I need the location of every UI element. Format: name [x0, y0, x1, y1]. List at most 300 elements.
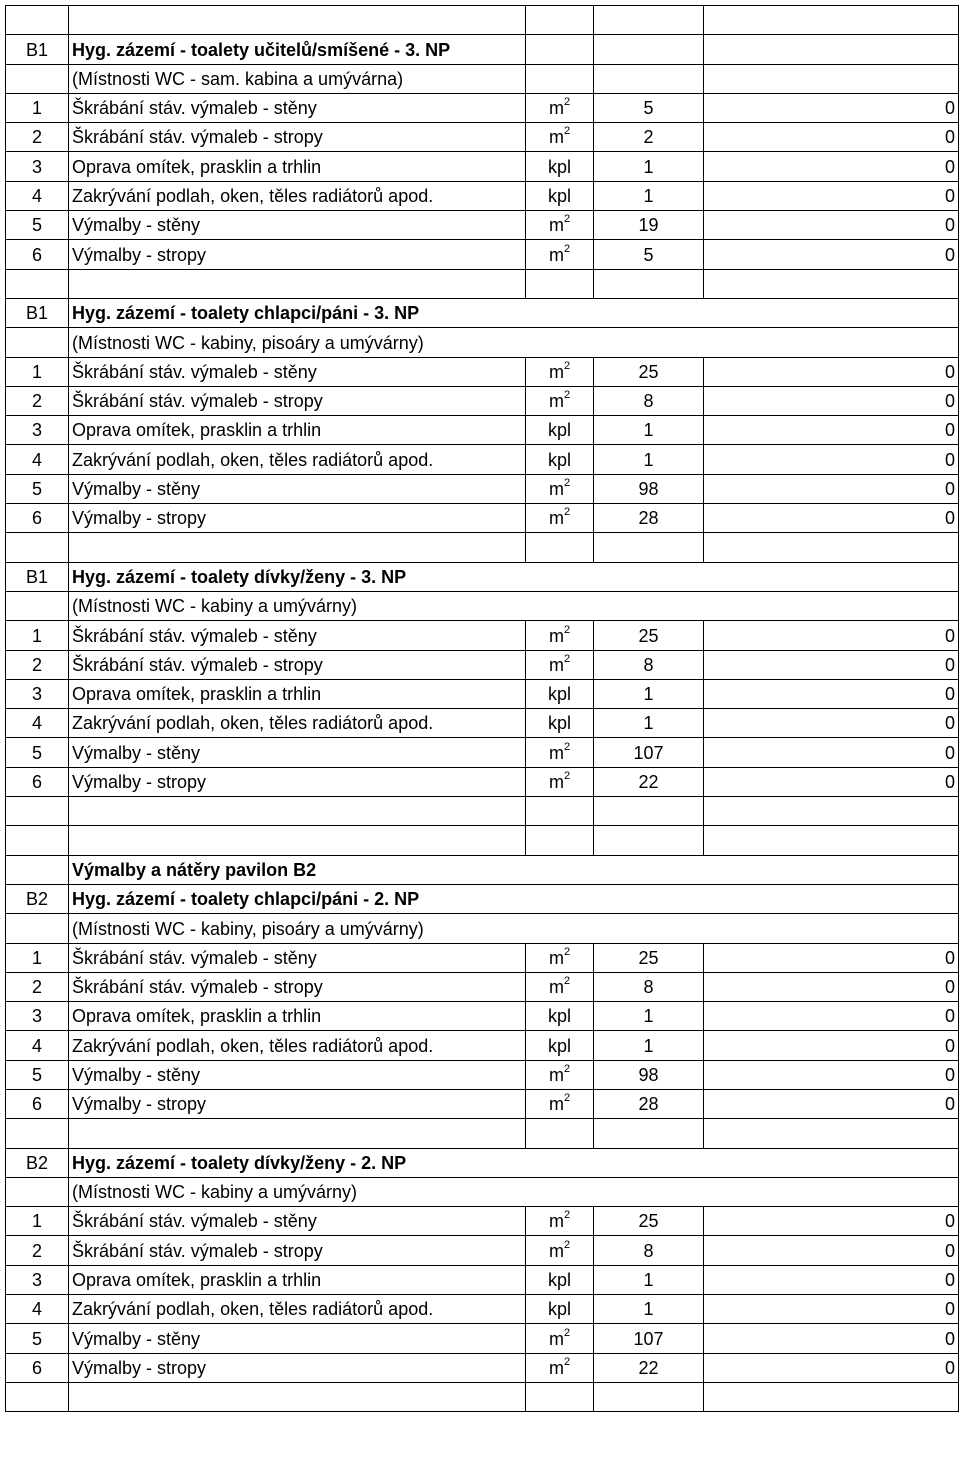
empty-cell [704, 269, 959, 298]
unit-text: kpl [547, 156, 571, 177]
unit-exponent: 2 [563, 506, 571, 519]
item-total: 0 [704, 1295, 959, 1324]
item-total: 0 [704, 709, 959, 738]
unit-exponent: 2 [563, 770, 571, 783]
section-subtitle: (Místnosti WC - kabiny a umývárny) [69, 591, 959, 620]
unit-text: kpl [547, 684, 571, 705]
item-number: 6 [6, 767, 69, 796]
item-description: Škrábání stáv. výmaleb - stěny [69, 357, 526, 386]
empty-cell [526, 64, 594, 93]
section-code: B1 [6, 35, 69, 64]
item-description: Výmalby - stěny [69, 1324, 526, 1353]
empty-cell [594, 64, 704, 93]
item-number: 6 [6, 504, 69, 533]
item-number: 5 [6, 211, 69, 240]
section-title-row [6, 884, 959, 913]
item-row [6, 504, 959, 533]
unit-exponent: 2 [563, 1355, 571, 1368]
item-unit [526, 738, 594, 767]
section-subtitle: (Místnosti WC - sam. kabina a umývárna) [69, 64, 526, 93]
unit-text: m [548, 947, 564, 968]
item-description: Oprava omítek, prasklin a trhlin [69, 1265, 526, 1294]
item-unit [526, 972, 594, 1001]
item-total: 0 [704, 386, 959, 415]
item-unit [526, 1089, 594, 1118]
item-total: 0 [704, 93, 959, 122]
unit-text: m [548, 654, 564, 675]
item-description: Výmalby - stěny [69, 474, 526, 503]
empty-cell [526, 1382, 594, 1411]
item-description: Škrábání stáv. výmaleb - stěny [69, 943, 526, 972]
item-row [6, 621, 959, 650]
pavilion-heading-row [6, 855, 959, 884]
item-description: Výmalby - stěny [69, 211, 526, 240]
unit-text: m [548, 625, 564, 646]
item-row [6, 738, 959, 767]
unit-text: m [548, 977, 564, 998]
empty-cell [594, 1382, 704, 1411]
blank-row [6, 797, 959, 826]
section-subtitle-row [6, 64, 959, 93]
item-unit [526, 650, 594, 679]
item-quantity: 25 [594, 357, 704, 386]
section-subtitle-row [6, 914, 959, 943]
item-unit [526, 1207, 594, 1236]
empty-cell [526, 533, 594, 562]
item-quantity: 1 [594, 1031, 704, 1060]
blank-row [6, 269, 959, 298]
empty-cell [6, 6, 69, 35]
item-description: Výmalby - stěny [69, 738, 526, 767]
item-row [6, 679, 959, 708]
item-unit [526, 1236, 594, 1265]
item-number: 2 [6, 1236, 69, 1265]
item-row [6, 1207, 959, 1236]
item-number: 4 [6, 181, 69, 210]
item-unit [526, 709, 594, 738]
unit-text: kpl [547, 449, 571, 470]
item-unit [526, 767, 594, 796]
empty-cell [704, 826, 959, 855]
item-description: Oprava omítek, prasklin a trhlin [69, 679, 526, 708]
item-row [6, 650, 959, 679]
section-subtitle-row [6, 328, 959, 357]
empty-cell [594, 1119, 704, 1148]
item-unit [526, 1031, 594, 1060]
unit-text: m [548, 1211, 564, 1232]
empty-cell [6, 1177, 69, 1206]
unit-text: kpl [547, 420, 571, 441]
unit-exponent: 2 [563, 1238, 571, 1251]
empty-cell [704, 64, 959, 93]
budget-table [5, 5, 959, 1412]
empty-cell [704, 6, 959, 35]
empty-cell [6, 1382, 69, 1411]
item-unit [526, 93, 594, 122]
section-title-row [6, 298, 959, 327]
item-total: 0 [704, 1265, 959, 1294]
item-row [6, 93, 959, 122]
item-description: Oprava omítek, prasklin a trhlin [69, 152, 526, 181]
unit-text: kpl [547, 1035, 571, 1056]
item-total: 0 [704, 621, 959, 650]
item-number: 1 [6, 357, 69, 386]
section-title-row [6, 1148, 959, 1177]
empty-cell [6, 855, 69, 884]
item-total: 0 [704, 679, 959, 708]
empty-cell [6, 533, 69, 562]
item-description: Výmalby - stropy [69, 1089, 526, 1118]
item-number: 3 [6, 1265, 69, 1294]
empty-cell [594, 35, 704, 64]
item-description: Výmalby - stěny [69, 1060, 526, 1089]
unit-text: m [548, 244, 564, 265]
item-unit [526, 152, 594, 181]
item-description: Výmalby - stropy [69, 504, 526, 533]
item-total: 0 [704, 445, 959, 474]
unit-text: m [548, 772, 564, 793]
item-unit [526, 504, 594, 533]
item-row [6, 972, 959, 1001]
item-total: 0 [704, 972, 959, 1001]
unit-exponent: 2 [563, 1209, 571, 1222]
item-number: 3 [6, 1002, 69, 1031]
item-quantity: 19 [594, 211, 704, 240]
item-unit [526, 679, 594, 708]
unit-exponent: 2 [563, 242, 571, 255]
section-subtitle-row [6, 1177, 959, 1206]
item-number: 6 [6, 1353, 69, 1382]
item-description: Škrábání stáv. výmaleb - stropy [69, 972, 526, 1001]
item-number: 1 [6, 943, 69, 972]
item-description: Škrábání stáv. výmaleb - stropy [69, 123, 526, 152]
section-title: Hyg. zázemí - toalety dívky/ženy - 2. NP [69, 1148, 959, 1177]
empty-cell [6, 914, 69, 943]
item-number: 5 [6, 474, 69, 503]
item-number: 1 [6, 621, 69, 650]
pavilion-heading: Výmalby a nátěry pavilon B2 [69, 855, 959, 884]
empty-cell [526, 269, 594, 298]
unit-text: m [548, 391, 564, 412]
unit-text: m [548, 127, 564, 148]
item-row [6, 445, 959, 474]
empty-cell [69, 1382, 526, 1411]
item-row [6, 240, 959, 269]
unit-text: m [548, 361, 564, 382]
empty-cell [594, 533, 704, 562]
empty-cell [6, 269, 69, 298]
item-unit [526, 357, 594, 386]
item-total: 0 [704, 1031, 959, 1060]
unit-text: kpl [547, 1006, 571, 1027]
item-unit [526, 445, 594, 474]
unit-text: kpl [547, 713, 571, 734]
blank-row [6, 826, 959, 855]
unit-text: kpl [547, 186, 571, 207]
item-number: 2 [6, 386, 69, 415]
item-quantity: 1 [594, 1265, 704, 1294]
empty-cell [526, 1119, 594, 1148]
item-number: 6 [6, 1089, 69, 1118]
section-code: B1 [6, 562, 69, 591]
unit-exponent: 2 [563, 213, 571, 226]
item-total: 0 [704, 240, 959, 269]
item-number: 2 [6, 650, 69, 679]
empty-cell [69, 6, 526, 35]
item-number: 4 [6, 709, 69, 738]
empty-cell [594, 797, 704, 826]
item-number: 4 [6, 1031, 69, 1060]
unit-exponent: 2 [563, 1092, 571, 1105]
item-description: Škrábání stáv. výmaleb - stěny [69, 1207, 526, 1236]
item-row [6, 1002, 959, 1031]
item-unit [526, 621, 594, 650]
item-number: 2 [6, 123, 69, 152]
item-description: Výmalby - stropy [69, 240, 526, 269]
unit-text: m [548, 479, 564, 500]
item-unit [526, 181, 594, 210]
empty-cell [704, 797, 959, 826]
section-subtitle: (Místnosti WC - kabiny, pisoáry a umývárny) [69, 328, 959, 357]
item-number: 5 [6, 1060, 69, 1089]
item-row [6, 1089, 959, 1118]
item-number: 1 [6, 1207, 69, 1236]
item-number: 6 [6, 240, 69, 269]
item-row [6, 943, 959, 972]
item-quantity: 1 [594, 709, 704, 738]
item-row [6, 1236, 959, 1265]
item-total: 0 [704, 123, 959, 152]
empty-cell [6, 1119, 69, 1148]
item-number: 1 [6, 93, 69, 122]
item-quantity: 1 [594, 1295, 704, 1324]
item-number: 3 [6, 416, 69, 445]
item-total: 0 [704, 767, 959, 796]
empty-cell [69, 1119, 526, 1148]
item-row [6, 152, 959, 181]
item-description: Škrábání stáv. výmaleb - stěny [69, 621, 526, 650]
item-quantity: 1 [594, 445, 704, 474]
item-row [6, 357, 959, 386]
item-unit [526, 1002, 594, 1031]
item-unit [526, 1295, 594, 1324]
item-description: Škrábání stáv. výmaleb - stěny [69, 93, 526, 122]
empty-cell [6, 328, 69, 357]
section-subtitle: (Místnosti WC - kabiny a umývárny) [69, 1177, 959, 1206]
item-total: 0 [704, 152, 959, 181]
item-description: Oprava omítek, prasklin a trhlin [69, 1002, 526, 1031]
item-row [6, 1265, 959, 1294]
item-total: 0 [704, 1002, 959, 1031]
item-quantity: 1 [594, 152, 704, 181]
section-code: B2 [6, 1148, 69, 1177]
item-total: 0 [704, 1353, 959, 1382]
item-total: 0 [704, 943, 959, 972]
empty-cell [704, 533, 959, 562]
blank-row [6, 1382, 959, 1411]
unit-text: m [548, 1357, 564, 1378]
empty-cell [704, 1119, 959, 1148]
item-unit [526, 211, 594, 240]
item-description: Výmalby - stropy [69, 767, 526, 796]
item-row [6, 211, 959, 240]
unit-exponent: 2 [563, 945, 571, 958]
empty-cell [6, 797, 69, 826]
section-title: Hyg. zázemí - toalety učitelů/smíšené - 3. NP [69, 35, 526, 64]
unit-text: m [548, 1328, 564, 1349]
item-number: 4 [6, 445, 69, 474]
empty-cell [526, 35, 594, 64]
empty-cell [704, 35, 959, 64]
empty-cell [594, 269, 704, 298]
item-number: 5 [6, 738, 69, 767]
unit-text: m [548, 1094, 564, 1115]
item-row [6, 709, 959, 738]
item-number: 3 [6, 679, 69, 708]
unit-text: m [548, 742, 564, 763]
item-quantity: 5 [594, 240, 704, 269]
item-description: Zakrývání podlah, oken, těles radiátorů apod. [69, 445, 526, 474]
item-row [6, 181, 959, 210]
item-quantity: 5 [594, 93, 704, 122]
item-total: 0 [704, 1236, 959, 1265]
section-subtitle-row [6, 591, 959, 620]
item-description: Výmalby - stropy [69, 1353, 526, 1382]
item-total: 0 [704, 1060, 959, 1089]
unit-exponent: 2 [563, 975, 571, 988]
item-quantity: 98 [594, 474, 704, 503]
empty-cell [69, 826, 526, 855]
empty-cell [6, 64, 69, 93]
empty-cell [6, 826, 69, 855]
section-title: Hyg. zázemí - toalety dívky/ženy - 3. NP [69, 562, 959, 591]
item-quantity: 98 [594, 1060, 704, 1089]
unit-exponent: 2 [563, 1326, 571, 1339]
item-total: 0 [704, 211, 959, 240]
item-unit [526, 416, 594, 445]
blank-row [6, 533, 959, 562]
item-total: 0 [704, 1089, 959, 1118]
item-total: 0 [704, 1207, 959, 1236]
budget-table-body [6, 6, 959, 1412]
item-description: Škrábání stáv. výmaleb - stropy [69, 386, 526, 415]
section-code: B2 [6, 884, 69, 913]
item-row [6, 1031, 959, 1060]
item-row [6, 1353, 959, 1382]
item-quantity: 8 [594, 650, 704, 679]
empty-cell [526, 826, 594, 855]
unit-exponent: 2 [563, 96, 571, 109]
section-subtitle: (Místnosti WC - kabiny, pisoáry a umývárny) [69, 914, 959, 943]
empty-cell [69, 269, 526, 298]
section-title: Hyg. zázemí - toalety chlapci/páni - 3. NP [69, 298, 959, 327]
item-quantity: 28 [594, 504, 704, 533]
item-row [6, 1324, 959, 1353]
unit-exponent: 2 [563, 652, 571, 665]
item-total: 0 [704, 181, 959, 210]
empty-cell [594, 6, 704, 35]
unit-exponent: 2 [563, 125, 571, 138]
item-quantity: 8 [594, 386, 704, 415]
item-unit [526, 1265, 594, 1294]
item-quantity: 25 [594, 943, 704, 972]
item-row [6, 416, 959, 445]
item-quantity: 8 [594, 1236, 704, 1265]
unit-exponent: 2 [563, 389, 571, 402]
item-row [6, 386, 959, 415]
unit-text: kpl [547, 1299, 571, 1320]
unit-exponent: 2 [563, 1062, 571, 1075]
empty-cell [704, 1382, 959, 1411]
blank-row [6, 6, 959, 35]
item-quantity: 8 [594, 972, 704, 1001]
section-code: B1 [6, 298, 69, 327]
item-description: Zakrývání podlah, oken, těles radiátorů apod. [69, 1031, 526, 1060]
item-total: 0 [704, 416, 959, 445]
item-quantity: 22 [594, 1353, 704, 1382]
item-total: 0 [704, 474, 959, 503]
item-description: Oprava omítek, prasklin a trhlin [69, 416, 526, 445]
unit-exponent: 2 [563, 359, 571, 372]
blank-row [6, 1119, 959, 1148]
item-description: Zakrývání podlah, oken, těles radiátorů apod. [69, 181, 526, 210]
item-quantity: 1 [594, 679, 704, 708]
item-number: 3 [6, 152, 69, 181]
item-unit [526, 123, 594, 152]
empty-cell [526, 6, 594, 35]
unit-exponent: 2 [563, 477, 571, 490]
item-quantity: 22 [594, 767, 704, 796]
item-quantity: 28 [594, 1089, 704, 1118]
item-description: Škrábání stáv. výmaleb - stropy [69, 650, 526, 679]
section-title-row [6, 35, 959, 64]
empty-cell [594, 826, 704, 855]
empty-cell [69, 797, 526, 826]
item-row [6, 1295, 959, 1324]
item-number: 4 [6, 1295, 69, 1324]
item-total: 0 [704, 504, 959, 533]
item-quantity: 2 [594, 123, 704, 152]
unit-text: m [548, 1240, 564, 1261]
unit-text: m [548, 1064, 564, 1085]
item-unit [526, 386, 594, 415]
unit-text: m [548, 215, 564, 236]
unit-exponent: 2 [563, 623, 571, 636]
item-quantity: 25 [594, 621, 704, 650]
unit-exponent: 2 [563, 740, 571, 753]
item-row [6, 767, 959, 796]
item-quantity: 1 [594, 1002, 704, 1031]
item-quantity: 25 [594, 1207, 704, 1236]
item-total: 0 [704, 357, 959, 386]
item-unit [526, 1060, 594, 1089]
unit-text: m [548, 508, 564, 529]
item-row [6, 474, 959, 503]
item-unit [526, 240, 594, 269]
item-quantity: 107 [594, 1324, 704, 1353]
item-unit [526, 943, 594, 972]
item-total: 0 [704, 1324, 959, 1353]
unit-text: m [548, 98, 564, 119]
item-unit [526, 1353, 594, 1382]
section-title-row [6, 562, 959, 591]
item-description: Zakrývání podlah, oken, těles radiátorů apod. [69, 709, 526, 738]
item-quantity: 1 [594, 181, 704, 210]
item-total: 0 [704, 738, 959, 767]
section-title: Hyg. zázemí - toalety chlapci/páni - 2. NP [69, 884, 959, 913]
item-description: Škrábání stáv. výmaleb - stropy [69, 1236, 526, 1265]
item-row [6, 1060, 959, 1089]
